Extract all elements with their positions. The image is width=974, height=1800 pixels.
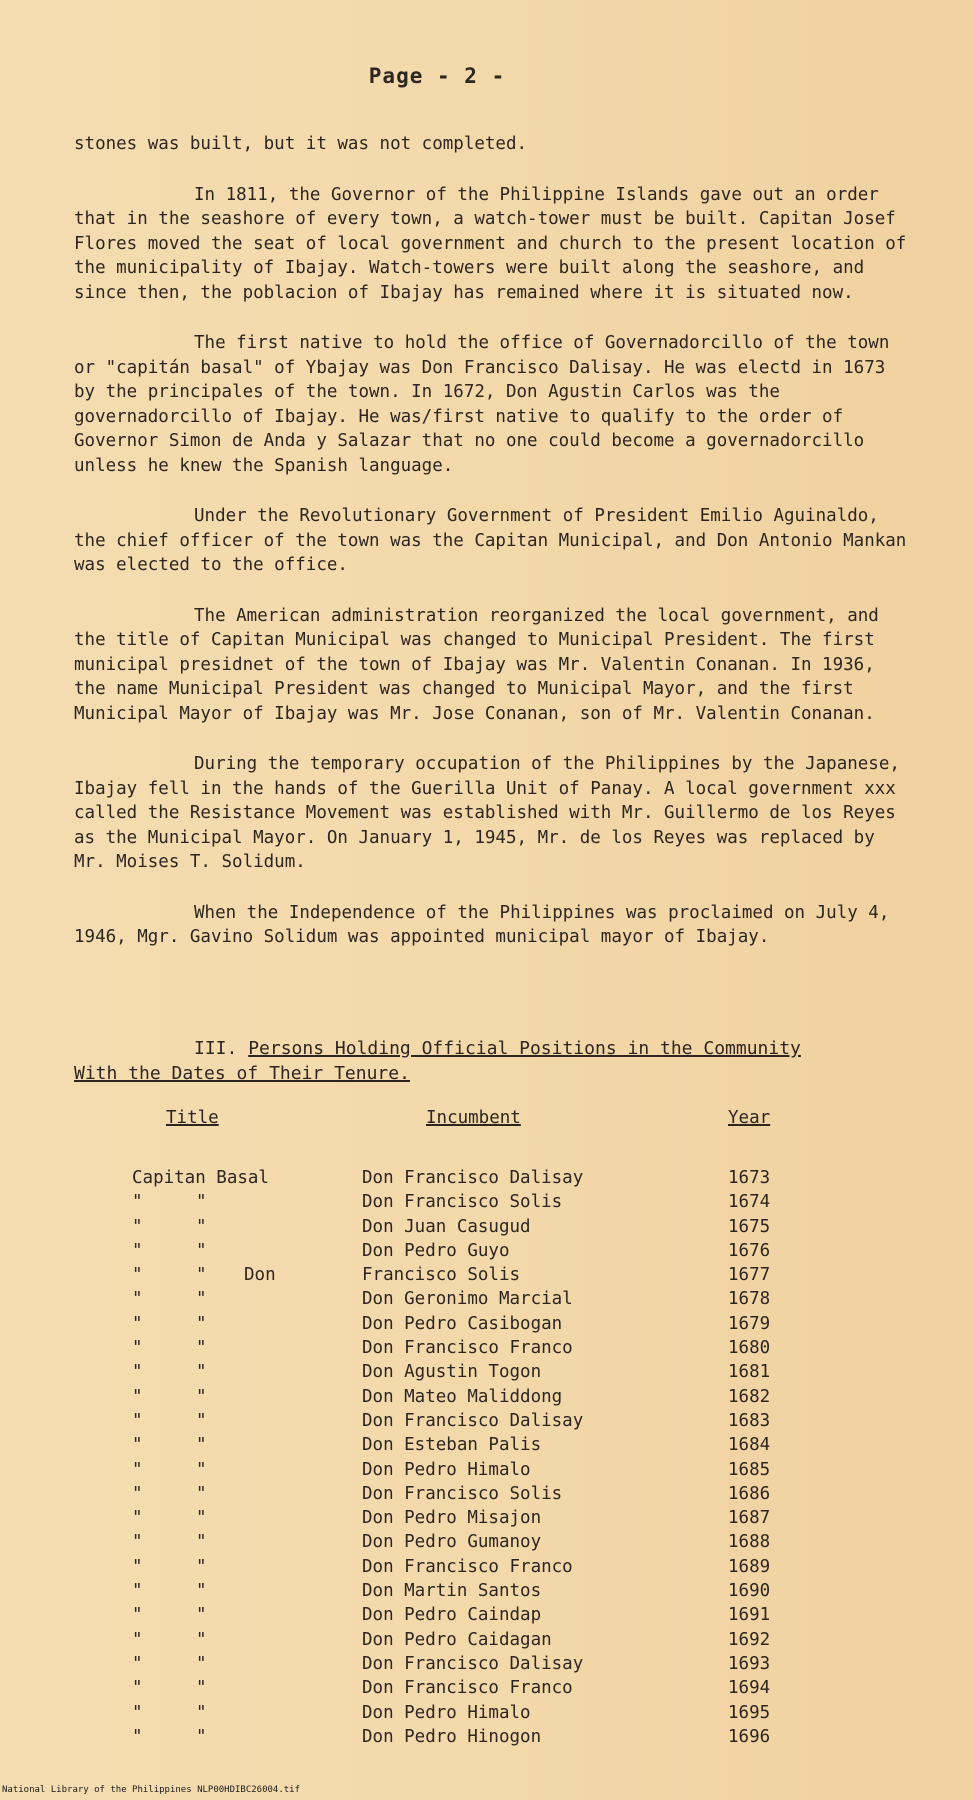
year-cell: 1675 bbox=[728, 1216, 771, 1237]
table-row bbox=[0, 1678, 974, 1702]
ditto-cell: " bbox=[196, 1653, 207, 1674]
incumbent-cell: Don Francisco Franco bbox=[362, 1678, 573, 1699]
title-cell: " bbox=[132, 1556, 143, 1577]
year-cell: 1696 bbox=[728, 1726, 771, 1747]
section-number: III. bbox=[194, 1038, 238, 1059]
title-cell: " bbox=[132, 1581, 143, 1602]
paragraph: stones was built, but it was not completed. bbox=[74, 134, 528, 154]
year-cell: 1693 bbox=[728, 1653, 771, 1674]
section-title-line1: Persons Holding Official Positions in the Community bbox=[248, 1038, 801, 1059]
year-cell: 1680 bbox=[728, 1338, 771, 1359]
table-row bbox=[0, 1338, 974, 1362]
officials-table bbox=[0, 1108, 974, 1747]
ditto-cell: " bbox=[196, 1216, 207, 1237]
title-cell: Capitan Basal bbox=[132, 1168, 269, 1188]
year-cell: 1677 bbox=[728, 1265, 771, 1286]
table-row bbox=[0, 1532, 974, 1556]
section-title-line2: With the Dates of Their Tenure. bbox=[74, 1063, 410, 1084]
table-row bbox=[0, 1508, 974, 1532]
footer-caption: National Library of the Philippines NLP00HDIBC26004.tif bbox=[2, 1785, 301, 1795]
table-row bbox=[0, 1581, 974, 1605]
title-cell: " bbox=[132, 1313, 143, 1334]
incumbent-cell: Don Francisco Dalisay bbox=[362, 1653, 584, 1674]
table-row bbox=[0, 1727, 974, 1751]
incumbent-cell: Francisco Solis bbox=[362, 1265, 521, 1286]
incumbent-cell: Don Francisco Franco bbox=[362, 1556, 573, 1577]
incumbent-cell: Don Pedro Gumanoy bbox=[362, 1532, 542, 1553]
title-cell: " bbox=[132, 1192, 143, 1213]
table-row bbox=[0, 1630, 974, 1654]
title-cell: " bbox=[132, 1362, 143, 1383]
ditto-cell: " bbox=[196, 1483, 207, 1504]
title-cell: " bbox=[132, 1386, 143, 1407]
title-cell: " bbox=[132, 1508, 143, 1529]
table-row bbox=[0, 1654, 974, 1678]
title-cell: " bbox=[132, 1459, 143, 1480]
table-row bbox=[0, 1362, 974, 1386]
title-cell: " bbox=[132, 1678, 143, 1699]
title-cell: " bbox=[132, 1605, 143, 1626]
year-cell: 1676 bbox=[728, 1240, 771, 1261]
incumbent-cell: Don Martin Santos bbox=[362, 1581, 542, 1602]
ditto-cell: " bbox=[196, 1459, 207, 1480]
incumbent-cell: Don Francisco Dalisay bbox=[362, 1410, 584, 1431]
incumbent-cell: Don Agustin Togon bbox=[362, 1362, 542, 1383]
year-cell: 1691 bbox=[728, 1605, 771, 1626]
table-row bbox=[0, 1703, 974, 1727]
title-cell: " bbox=[132, 1410, 143, 1431]
paragraph: When the Independence of the Philippines was proclaimed on July 4, 1946, Mgr. Gavino Solidum was appointed municipal mayor of Ibajay. bbox=[74, 902, 890, 947]
year-cell: 1681 bbox=[728, 1362, 771, 1383]
year-cell: 1682 bbox=[728, 1386, 771, 1407]
ditto-cell: " bbox=[196, 1362, 207, 1383]
table-row bbox=[0, 1411, 974, 1435]
table-row bbox=[0, 1192, 974, 1216]
year-cell: 1685 bbox=[728, 1459, 771, 1480]
table-row bbox=[0, 1289, 974, 1313]
year-cell: 1674 bbox=[728, 1192, 771, 1213]
table-row bbox=[0, 1484, 974, 1508]
table-row bbox=[0, 1557, 974, 1581]
incumbent-cell: Don Francisco Franco bbox=[362, 1338, 573, 1359]
incumbent-cell: Don Francisco Solis bbox=[362, 1483, 563, 1504]
table-row bbox=[0, 1241, 974, 1265]
title-cell: " bbox=[132, 1265, 143, 1286]
table-row bbox=[0, 1387, 974, 1411]
incumbent-cell: Don Francisco Solis bbox=[362, 1192, 563, 1213]
year-cell: 1695 bbox=[728, 1702, 771, 1723]
table-row bbox=[0, 1265, 974, 1289]
ditto-cell: " bbox=[196, 1532, 207, 1553]
page-number: Page - 2 - bbox=[368, 64, 506, 88]
incumbent-cell: Don Mateo Maliddong bbox=[362, 1386, 563, 1407]
paragraph: The American administration reorganized the local government, and the title of Capitan Municipal was changed to Municipal President. The first municipal presidnet of the town of Ibajay was Mr. Valentin Conanan. In 1936, the name Municipal President was changed to Municipal Mayor, and the first Municipal Mayor of Ibajay was Mr. Jose Conanan, son of Mr. Valentin Conanan. bbox=[74, 605, 879, 724]
paragraph: In 1811, the Governor of the Philippine Islands gave out an order that in the seashore of every town, a watch-tower must be built. Capitan Josef Flores moved the seat of local government and church to the present location of the municipality of Ibajay. Watch-towers were built along the seashore, and since then, the poblacion of Ibajay has remained where it is situated now. bbox=[74, 184, 907, 303]
body-text bbox=[74, 132, 914, 950]
title-cell: " bbox=[132, 1289, 143, 1310]
ditto-cell: " bbox=[196, 1508, 207, 1529]
table-row bbox=[0, 1217, 974, 1241]
ditto-cell: " bbox=[196, 1605, 207, 1626]
title-cell: " bbox=[132, 1240, 143, 1261]
year-cell: 1683 bbox=[728, 1410, 771, 1431]
table-body bbox=[0, 1168, 974, 1751]
incumbent-cell: Don Pedro Casibogan bbox=[362, 1313, 563, 1334]
title-cell: " bbox=[132, 1338, 143, 1359]
incumbent-cell: Don Geronimo Marcial bbox=[362, 1289, 573, 1310]
year-cell: 1694 bbox=[728, 1678, 771, 1699]
ditto-cell: " bbox=[196, 1265, 207, 1286]
incumbent-cell: Don Francisco Dalisay bbox=[362, 1168, 584, 1188]
ditto-cell: " bbox=[196, 1386, 207, 1407]
year-cell: 1690 bbox=[728, 1581, 771, 1602]
title-cell: " bbox=[132, 1483, 143, 1504]
year-cell: 1684 bbox=[728, 1435, 771, 1456]
ditto-cell: " bbox=[196, 1435, 207, 1456]
ditto-cell: " bbox=[196, 1556, 207, 1577]
ditto-cell: " bbox=[196, 1289, 207, 1310]
year-cell: 1688 bbox=[728, 1532, 771, 1553]
ditto-cell: " bbox=[196, 1313, 207, 1334]
incumbent-cell: Don Pedro Hinogon bbox=[362, 1726, 542, 1747]
column-header-year: Year bbox=[728, 1108, 771, 1128]
paragraph: During the temporary occupation of the Philippines by the Japanese, Ibajay fell in the hands of the Guerilla Unit of Panay. A local government xxx called the Resistance Movement was established with Mr. Guillermo de los Reyes as the Municipal Mayor. On January 1, 1945, Mr. de los Reyes was replaced by Mr. Moises T. Solidum. bbox=[74, 754, 900, 872]
title-cell: " bbox=[132, 1653, 143, 1674]
column-header-incumbent: Incumbent bbox=[426, 1108, 521, 1128]
year-cell: 1686 bbox=[728, 1483, 771, 1504]
title-cell: " bbox=[132, 1629, 143, 1650]
ditto-cell: " bbox=[196, 1192, 207, 1213]
incumbent-cell: Don Pedro Caindap bbox=[362, 1605, 542, 1626]
paragraph: Under the Revolutionary Government of President Emilio Aguinaldo, the chief officer of the town was the Capitan Municipal, and Don Antonio Mankan was elected to the office. bbox=[74, 506, 907, 575]
title-cell: " bbox=[132, 1726, 143, 1747]
year-cell: 1687 bbox=[728, 1508, 771, 1529]
ditto-cell: " bbox=[196, 1240, 207, 1261]
title-extra-cell: Don bbox=[244, 1265, 276, 1286]
table-row bbox=[0, 1168, 974, 1192]
table-header bbox=[0, 1108, 974, 1144]
incumbent-cell: Don Pedro Caidagan bbox=[362, 1629, 552, 1650]
incumbent-cell: Don Pedro Himalo bbox=[362, 1702, 531, 1723]
paragraph: The first native to hold the office of Governadorcillo of the town or "capitán basal" of Ybajay was Don Francisco Dalisay. He was electd in 1673 by the principales of the town. In 1672, Don Agustin Carlos was the governadorcillo of Ibajay. He was/first native to qualify to the order of Governor Simon de Anda y Salazar that no one could become a governadorcillo unless he knew the Spanish language. bbox=[74, 333, 890, 476]
incumbent-cell: Don Esteban Palis bbox=[362, 1435, 542, 1456]
title-cell: " bbox=[132, 1435, 143, 1456]
title-cell: " bbox=[132, 1216, 143, 1237]
ditto-cell: " bbox=[196, 1702, 207, 1723]
table-row bbox=[0, 1605, 974, 1629]
title-cell: " bbox=[132, 1702, 143, 1723]
year-cell: 1679 bbox=[728, 1313, 771, 1334]
year-cell: 1689 bbox=[728, 1556, 771, 1577]
year-cell: 1678 bbox=[728, 1289, 771, 1310]
table-row bbox=[0, 1435, 974, 1459]
ditto-cell: " bbox=[196, 1629, 207, 1650]
title-cell: " bbox=[132, 1532, 143, 1553]
ditto-cell: " bbox=[196, 1726, 207, 1747]
ditto-cell: " bbox=[196, 1410, 207, 1431]
table-row bbox=[0, 1460, 974, 1484]
incumbent-cell: Don Pedro Misajon bbox=[362, 1508, 542, 1529]
section-heading bbox=[74, 1036, 894, 1086]
incumbent-cell: Don Pedro Himalo bbox=[362, 1459, 531, 1480]
ditto-cell: " bbox=[196, 1581, 207, 1602]
column-header-title: Title bbox=[166, 1108, 219, 1128]
incumbent-cell: Don Pedro Guyo bbox=[362, 1240, 510, 1261]
ditto-cell: " bbox=[196, 1338, 207, 1359]
year-cell: 1673 bbox=[728, 1168, 771, 1188]
table-row bbox=[0, 1314, 974, 1338]
ditto-cell: " bbox=[196, 1678, 207, 1699]
year-cell: 1692 bbox=[728, 1629, 771, 1650]
incumbent-cell: Don Juan Casugud bbox=[362, 1216, 531, 1237]
